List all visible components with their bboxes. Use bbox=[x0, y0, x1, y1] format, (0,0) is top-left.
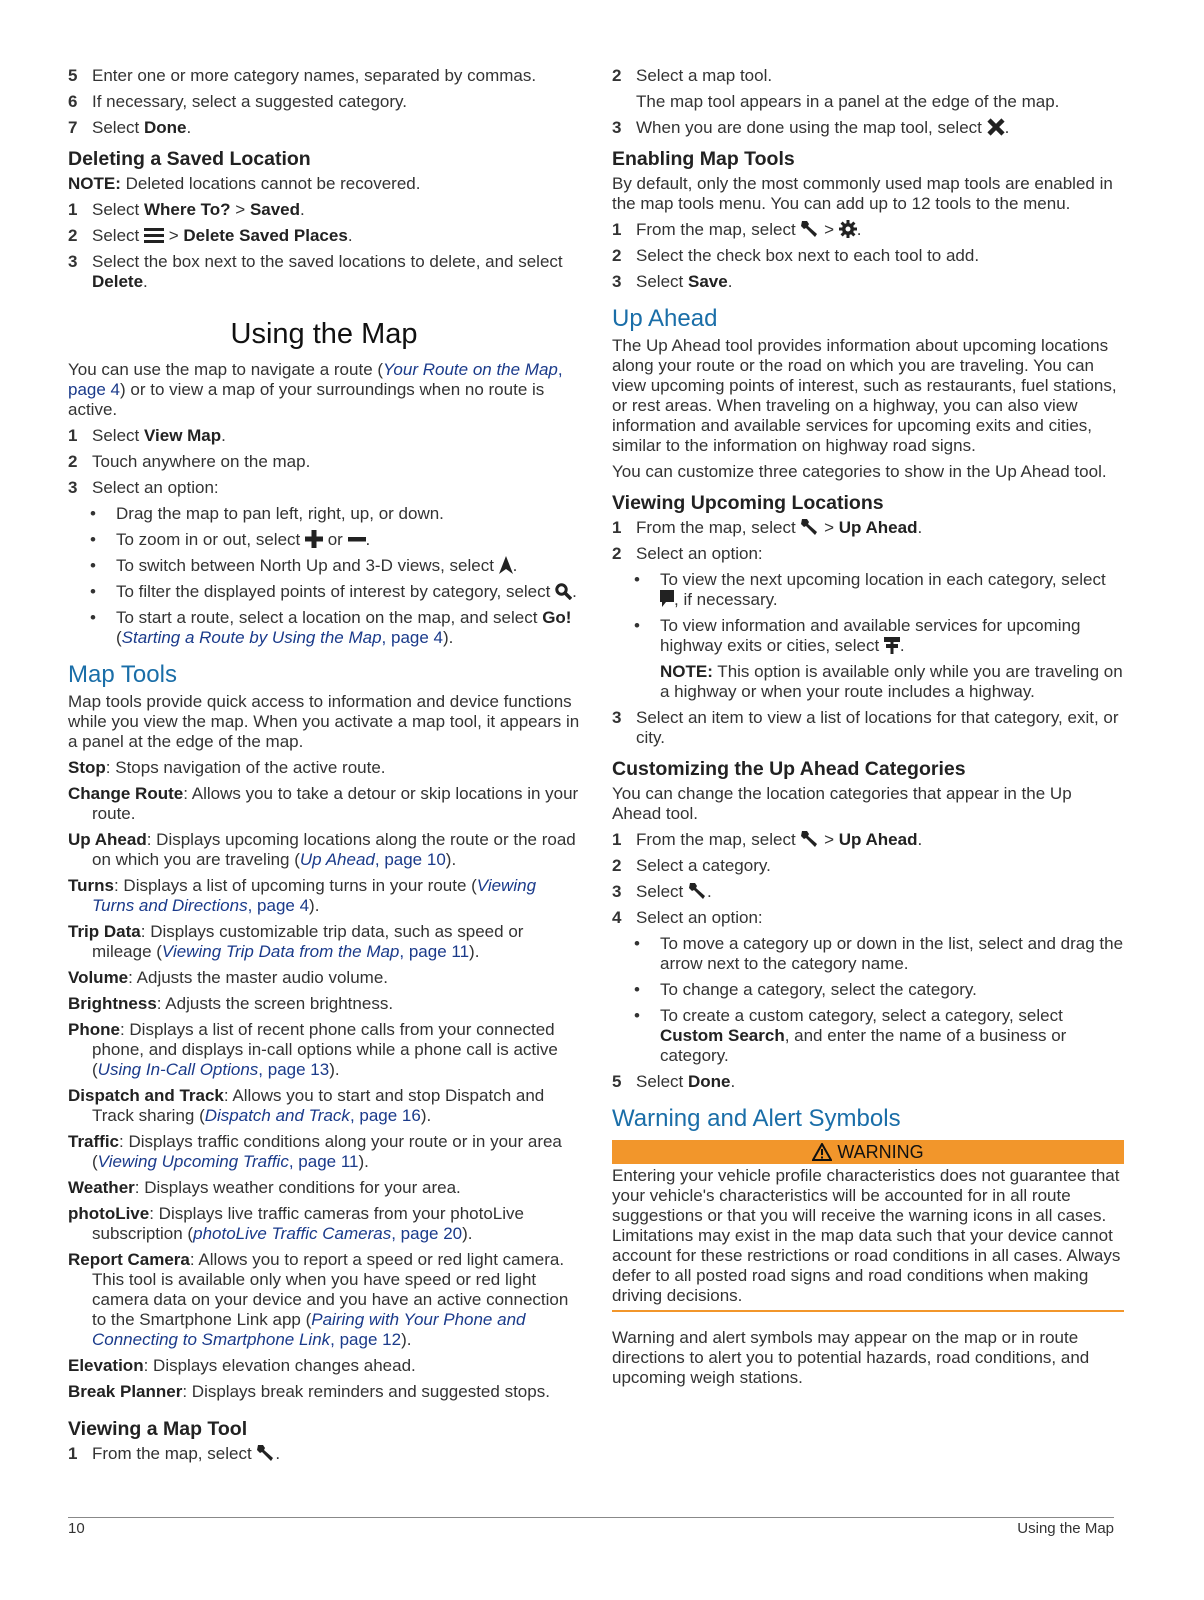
step-1: 1 From the map, select > Up Ahead. bbox=[612, 830, 923, 849]
definition-post: ). bbox=[309, 896, 320, 915]
step-5: 5 Enter one or more category names, separated by commas. bbox=[68, 66, 537, 85]
heading-warning-and-alert-symbols: Warning and Alert Symbols bbox=[612, 1105, 901, 1132]
map-tool-definition bbox=[68, 1132, 580, 1172]
bullet-item: • To switch between North Up and 3-D views, select . bbox=[90, 556, 518, 575]
step-2: 2 Touch anywhere on the map. bbox=[68, 452, 311, 471]
enabling-intro: By default, only the most commonly used map tools are enabled in the map tools menu. You can add up to 12 tools to the menu. bbox=[612, 174, 1113, 213]
definition-link[interactable]: Viewing Trip Data from the Map bbox=[161, 942, 400, 961]
step-6: 6 If necessary, select a suggested category. bbox=[68, 92, 407, 111]
wrench-icon bbox=[256, 1444, 275, 1462]
heading-viewing-a-map-tool: Viewing a Map Tool bbox=[68, 1418, 248, 1440]
step-2: 2 Select a map tool. bbox=[612, 66, 773, 85]
definition-post: ). bbox=[462, 1224, 473, 1243]
definition-page[interactable]: , page 13 bbox=[258, 1060, 330, 1079]
wrench-icon bbox=[800, 830, 819, 848]
map-tool-definition bbox=[68, 922, 580, 962]
up-ahead-paragraph: The Up Ahead tool provides information about upcoming locations along your route or the road on which you are traveling. You can view upcoming points of interest, such as restaurants, fuel stations, or rest areas. When traveling on a highway, you can also view information and available services for upcoming exits and cities, similar to the information on highway road signs. bbox=[612, 336, 1117, 455]
definition-post: ). bbox=[329, 1060, 340, 1079]
definition-page[interactable]: , page 11 bbox=[399, 942, 470, 961]
definition-term: Turns bbox=[68, 876, 114, 895]
step-1: 1 Select Where To? > Saved. bbox=[68, 200, 305, 219]
warning-box: Entering your vehicle profile characteristics does not guarantee that your vehicle's characteristics will be accounted for in all route suggestions or that you will receive the warning icons in all cases. Limitations may exist in the map data such that your device cannot account for these restrictions or road conditions in all cases. Always defer to all posted road signs and road conditions when making driving decisions. bbox=[612, 1166, 1124, 1312]
gear-icon bbox=[839, 220, 857, 238]
definition-link[interactable]: Using In-Call Options bbox=[97, 1060, 259, 1079]
link-your-route-on-the-map[interactable]: Your Route on the Map bbox=[383, 360, 558, 379]
heading-deleting-saved-location: Deleting a Saved Location bbox=[68, 148, 311, 170]
definition-term: Elevation bbox=[68, 1356, 144, 1375]
step-2: 2 Select a category. bbox=[612, 856, 771, 875]
minus-icon bbox=[348, 530, 366, 548]
definition-page[interactable]: , page 4 bbox=[247, 896, 310, 915]
heading-viewing-upcoming-locations: Viewing Upcoming Locations bbox=[612, 492, 884, 514]
intro-paragraph: You can use the map to navigate a route (Your Route on the Map, page 4) or to view a map of your surroundings when no route is active. bbox=[68, 360, 563, 419]
note: NOTE: Deleted locations cannot be recovered. bbox=[68, 174, 421, 193]
definition-page[interactable]: , page 11 bbox=[288, 1152, 359, 1171]
step-4: 4 Select an option: bbox=[612, 908, 763, 927]
step-2: 2 Select > Delete Saved Places. bbox=[68, 226, 353, 245]
definition-text: : Displays customizable trip data, such as speed or mileage ( bbox=[92, 922, 524, 961]
definition-term: Break Planner bbox=[68, 1382, 183, 1401]
link-starting-a-route[interactable]: Starting a Route by Using the Map bbox=[121, 628, 382, 647]
definition-text: : Displays break reminders and suggested stops. bbox=[182, 1382, 550, 1401]
warning-triangle-icon bbox=[812, 1143, 832, 1161]
step-7: 7 Select Done. bbox=[68, 118, 192, 137]
map-tool-definition bbox=[68, 1356, 580, 1376]
definition-post: ). bbox=[469, 942, 480, 961]
definition-text: : Displays upcoming locations along the route or the road on which you are traveling ( bbox=[92, 830, 576, 869]
close-icon bbox=[987, 118, 1005, 136]
map-tool-definition bbox=[68, 784, 580, 824]
definition-text: : Displays elevation changes ahead. bbox=[143, 1356, 416, 1375]
search-icon bbox=[555, 583, 572, 600]
definition-post: ). bbox=[445, 850, 457, 869]
definition-term: Trip Data bbox=[68, 922, 141, 941]
definition-text: : Displays a list of upcoming turns in your route ( bbox=[113, 876, 477, 895]
exit-sign-icon bbox=[884, 636, 900, 654]
wrench-icon bbox=[800, 220, 819, 238]
footer-divider bbox=[68, 1517, 1114, 1518]
map-tools-intro: Map tools provide quick access to information and device functions while you view the map. When you activate a map tool, it appears in a panel at the edge of the map. bbox=[68, 692, 580, 751]
footer-title: Using the Map bbox=[1017, 1520, 1114, 1537]
definition-term: Volume bbox=[68, 968, 129, 987]
up-ahead-paragraph: You can customize three categories to show in the Up Ahead tool. bbox=[612, 462, 1107, 481]
definition-page[interactable]: , page 10 bbox=[374, 850, 446, 869]
wrench-icon bbox=[688, 882, 707, 900]
definition-text: : Allows you to take a detour or skip locations in your route. bbox=[92, 784, 579, 823]
plus-icon bbox=[305, 530, 323, 548]
bullet-item: • To filter the displayed points of interest by category, select . bbox=[90, 582, 577, 601]
customizing-intro: You can change the location categories that appear in the Up Ahead tool. bbox=[612, 784, 1072, 823]
north-arrow-icon bbox=[499, 556, 513, 574]
wrench-icon bbox=[800, 518, 819, 536]
step-5: 5 Select Done. bbox=[612, 1072, 736, 1091]
step-3: 3 Select Save. bbox=[612, 272, 733, 291]
definition-link[interactable]: photoLive Traffic Cameras bbox=[193, 1224, 392, 1243]
map-tool-definition bbox=[68, 1250, 580, 1350]
heading-enabling-map-tools: Enabling Map Tools bbox=[612, 148, 795, 170]
definition-term: Stop bbox=[68, 758, 106, 777]
bookmark-icon bbox=[660, 590, 674, 608]
step-3: 3 When you are done using the map tool, select . bbox=[612, 118, 1010, 137]
definition-page[interactable]: , page 20 bbox=[391, 1224, 463, 1243]
map-tool-definition bbox=[68, 758, 580, 778]
definition-link[interactable]: Pairing with Your Phone and Connecting to Smartphone Link bbox=[92, 1310, 526, 1349]
step-detail: The map tool appears in a panel at the edge of the map. bbox=[636, 92, 1060, 111]
definition-term: Report Camera bbox=[68, 1250, 190, 1269]
step-2: 2 Select an option: bbox=[612, 544, 763, 563]
step-3: 3 Select . bbox=[612, 882, 712, 901]
page-number: 10 bbox=[68, 1520, 85, 1537]
definition-page[interactable]: , page 12 bbox=[330, 1330, 402, 1349]
definition-link[interactable]: Dispatch and Track bbox=[204, 1106, 350, 1125]
step-1: 1 From the map, select . bbox=[68, 1444, 281, 1463]
heading-up-ahead: Up Ahead bbox=[612, 305, 718, 332]
bullet-item: • To create a custom category, select a category, select Custom Search, and enter the name of a business or category. bbox=[634, 1006, 1067, 1065]
step-1: 1 From the map, select > . bbox=[612, 220, 862, 239]
definition-term: Brightness bbox=[68, 994, 157, 1013]
definition-text: : Allows you to report a speed or red light camera. This tool is available only when you have speed or red light camera data on your device and you have an active connection to the Smartphone Link app ( bbox=[92, 1250, 569, 1329]
map-tool-definition bbox=[68, 1086, 580, 1126]
definition-post: ). bbox=[401, 1330, 412, 1349]
definition-link[interactable]: Viewing Upcoming Traffic bbox=[97, 1152, 289, 1171]
step-3: 3 Select an item to view a list of locations for that category, exit, or city. bbox=[612, 708, 1119, 747]
map-tool-definition bbox=[68, 1020, 580, 1080]
bullet-item: • To view information and available services for upcoming highway exits or cities, select . bbox=[634, 616, 1081, 655]
step-2: 2 Select the check box next to each tool to add. bbox=[612, 246, 980, 265]
definition-link[interactable]: Up Ahead bbox=[299, 850, 375, 869]
map-tool-definition bbox=[68, 876, 580, 916]
step-3: 3 Select an option: bbox=[68, 478, 219, 497]
definition-text: : Displays weather conditions for your area. bbox=[134, 1178, 461, 1197]
definition-term: photoLive bbox=[68, 1204, 150, 1223]
map-tool-definition bbox=[68, 994, 580, 1014]
bullet-item: • To start a route, select a location on the map, and select Go! (Starting a Route by Using the Map, page 4). bbox=[90, 608, 572, 647]
bullet-item: • To view the next upcoming location in each category, select , if necessary. bbox=[634, 570, 1106, 609]
definition-term: Traffic bbox=[68, 1132, 120, 1151]
definition-term: Weather bbox=[68, 1178, 135, 1197]
definition-post: ). bbox=[358, 1152, 369, 1171]
bullet-item: • To change a category, select the category. bbox=[634, 980, 977, 999]
definition-page[interactable]: , page 16 bbox=[349, 1106, 421, 1125]
definition-text: : Displays live traffic cameras from your photoLive subscription ( bbox=[92, 1204, 524, 1243]
warning-paragraph: Warning and alert symbols may appear on the map or in route directions to alert you to potential hazards, road conditions, and upcoming weigh stations. bbox=[612, 1328, 1090, 1387]
warning-bar: WARNING bbox=[612, 1140, 1124, 1164]
definition-post: ). bbox=[420, 1106, 432, 1125]
definition-text: : Displays a list of recent phone calls from your connected phone, and displays in-call options while a phone call is active ( bbox=[92, 1020, 558, 1079]
definition-text: : Stops navigation of the active route. bbox=[105, 758, 386, 777]
map-tool-definition bbox=[68, 1204, 580, 1244]
note: NOTE: This option is available only while you are traveling on a highway or when your route includes a highway. bbox=[660, 662, 1123, 701]
map-tools-definitions bbox=[68, 758, 580, 1402]
definition-text: : Allows you to start and stop Dispatch and Track sharing ( bbox=[92, 1086, 545, 1125]
map-tool-definition bbox=[68, 830, 580, 870]
bullet-item: • To move a category up or down in the list, select and drag the arrow next to the category name. bbox=[634, 934, 1124, 973]
definition-text: : Adjusts the screen brightness. bbox=[156, 994, 394, 1013]
heading-customizing-up-ahead: Customizing the Up Ahead Categories bbox=[612, 758, 966, 780]
heading-using-the-map: Using the Map bbox=[230, 318, 418, 350]
definition-text: : Adjusts the master audio volume. bbox=[128, 968, 388, 987]
definition-term: Change Route bbox=[68, 784, 184, 803]
menu-icon bbox=[144, 227, 164, 244]
bullet-item: • Drag the map to pan left, right, up, or down. bbox=[90, 504, 444, 523]
definition-term: Phone bbox=[68, 1020, 120, 1039]
map-tool-definition bbox=[68, 1382, 580, 1402]
map-tool-definition bbox=[68, 1178, 580, 1198]
definition-text: : Displays traffic conditions along your route or in your area ( bbox=[92, 1132, 562, 1171]
map-tool-definition bbox=[68, 968, 580, 988]
definition-term: Dispatch and Track bbox=[68, 1086, 224, 1105]
bullet-item: • To zoom in or out, select or . bbox=[90, 530, 371, 549]
step-1: 1 Select View Map. bbox=[68, 426, 226, 445]
right-column bbox=[612, 66, 1124, 1394]
step-1: 1 From the map, select > Up Ahead. bbox=[612, 518, 923, 537]
definition-term: Up Ahead bbox=[68, 830, 147, 849]
step-3: 3 Select the box next to the saved locations to delete, and select Delete. bbox=[68, 252, 563, 291]
definition-link[interactable]: Viewing Turns and Directions bbox=[92, 876, 537, 915]
heading-map-tools: Map Tools bbox=[68, 661, 177, 688]
left-column bbox=[68, 66, 580, 1470]
